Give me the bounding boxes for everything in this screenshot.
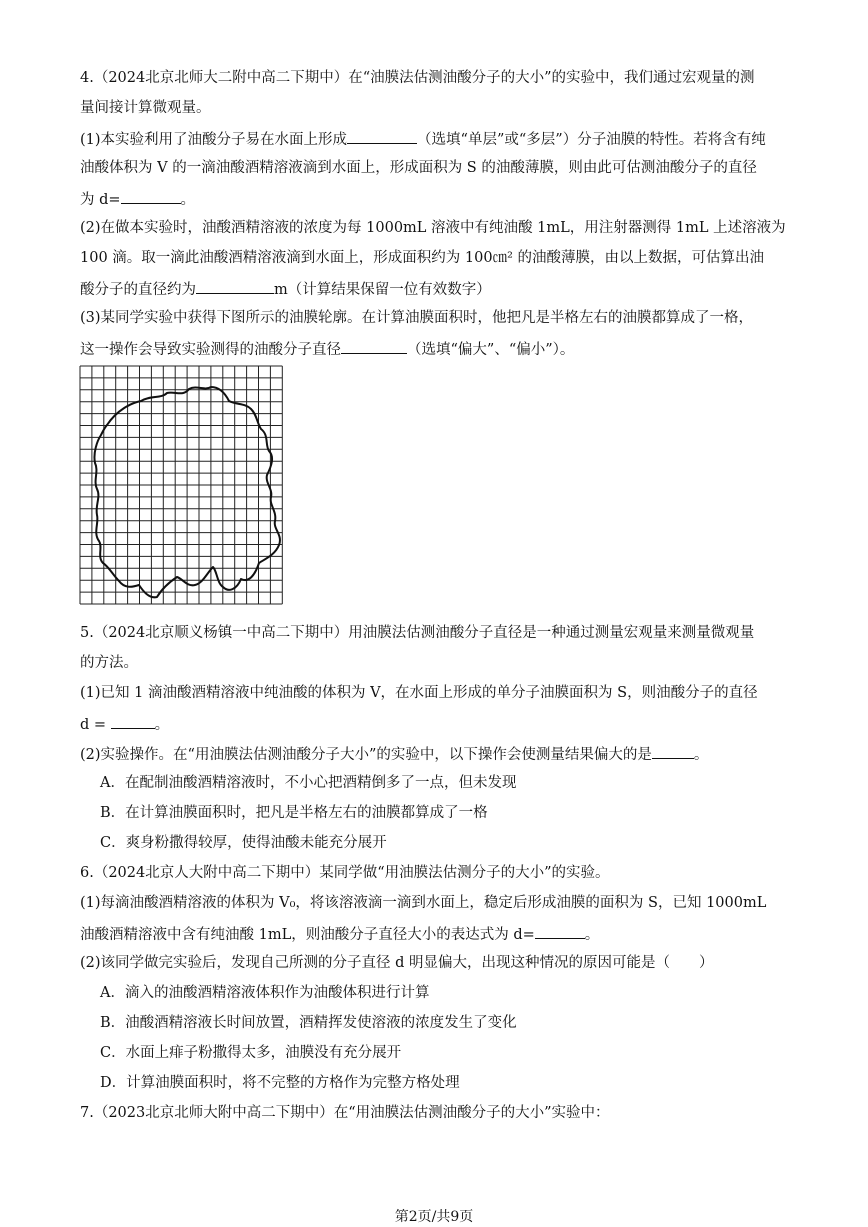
- q5-part1-line1: (1)已知 1 滴油酸酒精溶液中纯油酸的体积为 V，在水面上形成的单分子油膜面积为 S，则油酸分子的直径: [80, 685, 758, 701]
- q6-option-d: D．计算油膜面积时，将不完整的方格作为完整方格处理: [100, 1075, 460, 1091]
- q4-part2-text-d: m（计算结果保留一位有效数字）: [274, 282, 491, 298]
- q4-part1-line1: [80, 128, 766, 150]
- answer-blank: [535, 923, 585, 939]
- q6-option-c: C．水面上痱子粉撒得太多，油膜没有充分展开: [100, 1045, 402, 1061]
- q5-option-b: B．在计算油膜面积时，把凡是半格左右的油膜都算成了一格: [100, 805, 488, 821]
- q4-part2-line3: [80, 278, 491, 300]
- q6-part1-line2: [80, 923, 599, 945]
- q5-part2-line1: [80, 743, 708, 765]
- q6-option-b: B．油酸酒精溶液长时间放置，酒精挥发使溶液的浓度发生了变化: [100, 1015, 517, 1031]
- q5-stem-line2: 的方法。: [80, 655, 138, 671]
- q6-part1-text-b: 油酸酒精溶液中含有纯油酸 1mL，则油酸分子直径大小的表达式为 d=: [80, 927, 535, 943]
- q4-part1-text-a: (1)本实验利用了油酸分子易在水面上形成: [80, 132, 348, 148]
- q6-part2-line1: (2)该同学做完实验后，发现自己所测的分子直径 d 明显偏大，出现这种情况的原因可能是（ ）: [80, 955, 714, 971]
- q6-part1-line1: (1)每滴油酸酒精溶液的体积为 V₀，将该溶液滴一滴到水面上，稳定后形成油膜的面积为 S，已知 1000mL: [80, 895, 767, 911]
- q5-stem-line1: 5.（2024北京顺义杨镇一中高二下期中）用油膜法估测油酸分子直径是一种通过测量宏观量来测量微观量: [80, 625, 755, 641]
- grid-lines: [80, 366, 282, 604]
- q4-part2-text-c: 酸分子的直径约为: [80, 282, 196, 298]
- q4-part3-line1: (3)某同学实验中获得下图所示的油膜轮廓。在计算油膜面积时，他把凡是半格左右的油膜都算成了一格，: [80, 310, 754, 326]
- answer-blank: [196, 278, 274, 294]
- q5-option-c: C．爽身粉撒得较厚，使得油酸未能充分展开: [100, 835, 387, 851]
- q6-part1-text-c: 。: [584, 927, 600, 943]
- answer-blank: [652, 743, 694, 759]
- q4-part3-line2: [80, 338, 574, 360]
- q4-part2-line1: (2)在做本实验时，油酸酒精溶液的浓度为每 1000mL 溶液中有纯油酸 1mL，用注射器测得 1mL 上述溶液为: [80, 220, 786, 236]
- q4-part3-text-c: （选填“偏大”、“偏小”）。: [407, 342, 575, 358]
- answer-blank: [347, 128, 417, 144]
- q4-part3-text-b: 这一操作会导致实验测得的油酸分子直径: [80, 342, 341, 358]
- q5-option-a: A．在配制油酸酒精溶液时，不小心把酒精倒多了一点，但未发现: [100, 775, 517, 791]
- page-number: 第2页/共9页: [394, 1209, 474, 1225]
- q6-option-a: A．滴入的油酸酒精溶液体积作为油酸体积进行计算: [100, 985, 430, 1001]
- answer-blank: [111, 713, 155, 729]
- q4-part2-line2: 100 滴。取一滴此油酸酒精溶液滴到水面上，形成面积约为 100㎝² 的油酸薄膜，由以上数据，可估算出油: [80, 250, 764, 266]
- q4-part1-text-d: 为 d=: [80, 192, 121, 208]
- q7-stem-line1: 7.（2023北京北师大附中高二下期中）在“用油膜法估测油酸分子的大小”实验中：: [80, 1105, 610, 1121]
- q5-part1-text-b: d =: [80, 717, 107, 733]
- q5-part2-text-a: (2)实验操作。在“用油膜法估测油酸分子大小”的实验中，以下操作会使测量结果偏大的是: [80, 747, 652, 763]
- q4-part1-line3: [80, 188, 195, 210]
- q4-part1-line2: 油酸体积为 V 的一滴油酸酒精溶液滴到水面上，形成面积为 S 的油酸薄膜，则由此可估测油酸分子的直径: [80, 160, 757, 176]
- q4-stem-line1: 4.（2024北京北师大二附中高二下期中）在“油膜法估测油酸分子的大小”的实验中，我们通过宏观量的测: [80, 70, 755, 86]
- answer-blank: [121, 188, 181, 204]
- q5-part1-line2: [80, 713, 169, 735]
- q5-part2-text-b: 。: [693, 747, 709, 763]
- answer-blank: [341, 338, 407, 354]
- oil-film-grid-figure: [79, 365, 291, 610]
- q4-part1-text-e: 。: [180, 192, 196, 208]
- q4-part1-text-b: （选填“单层”或“多层”）分子油膜的特性。若将含有纯: [417, 132, 766, 148]
- q4-stem-line2: 量间接计算微观量。: [80, 100, 211, 116]
- q5-part1-text-c: 。: [154, 717, 170, 733]
- q6-stem-line1: 6.（2024北京人大附中高二下期中）某同学做“用油膜法估测分子的大小”的实验。: [80, 865, 610, 881]
